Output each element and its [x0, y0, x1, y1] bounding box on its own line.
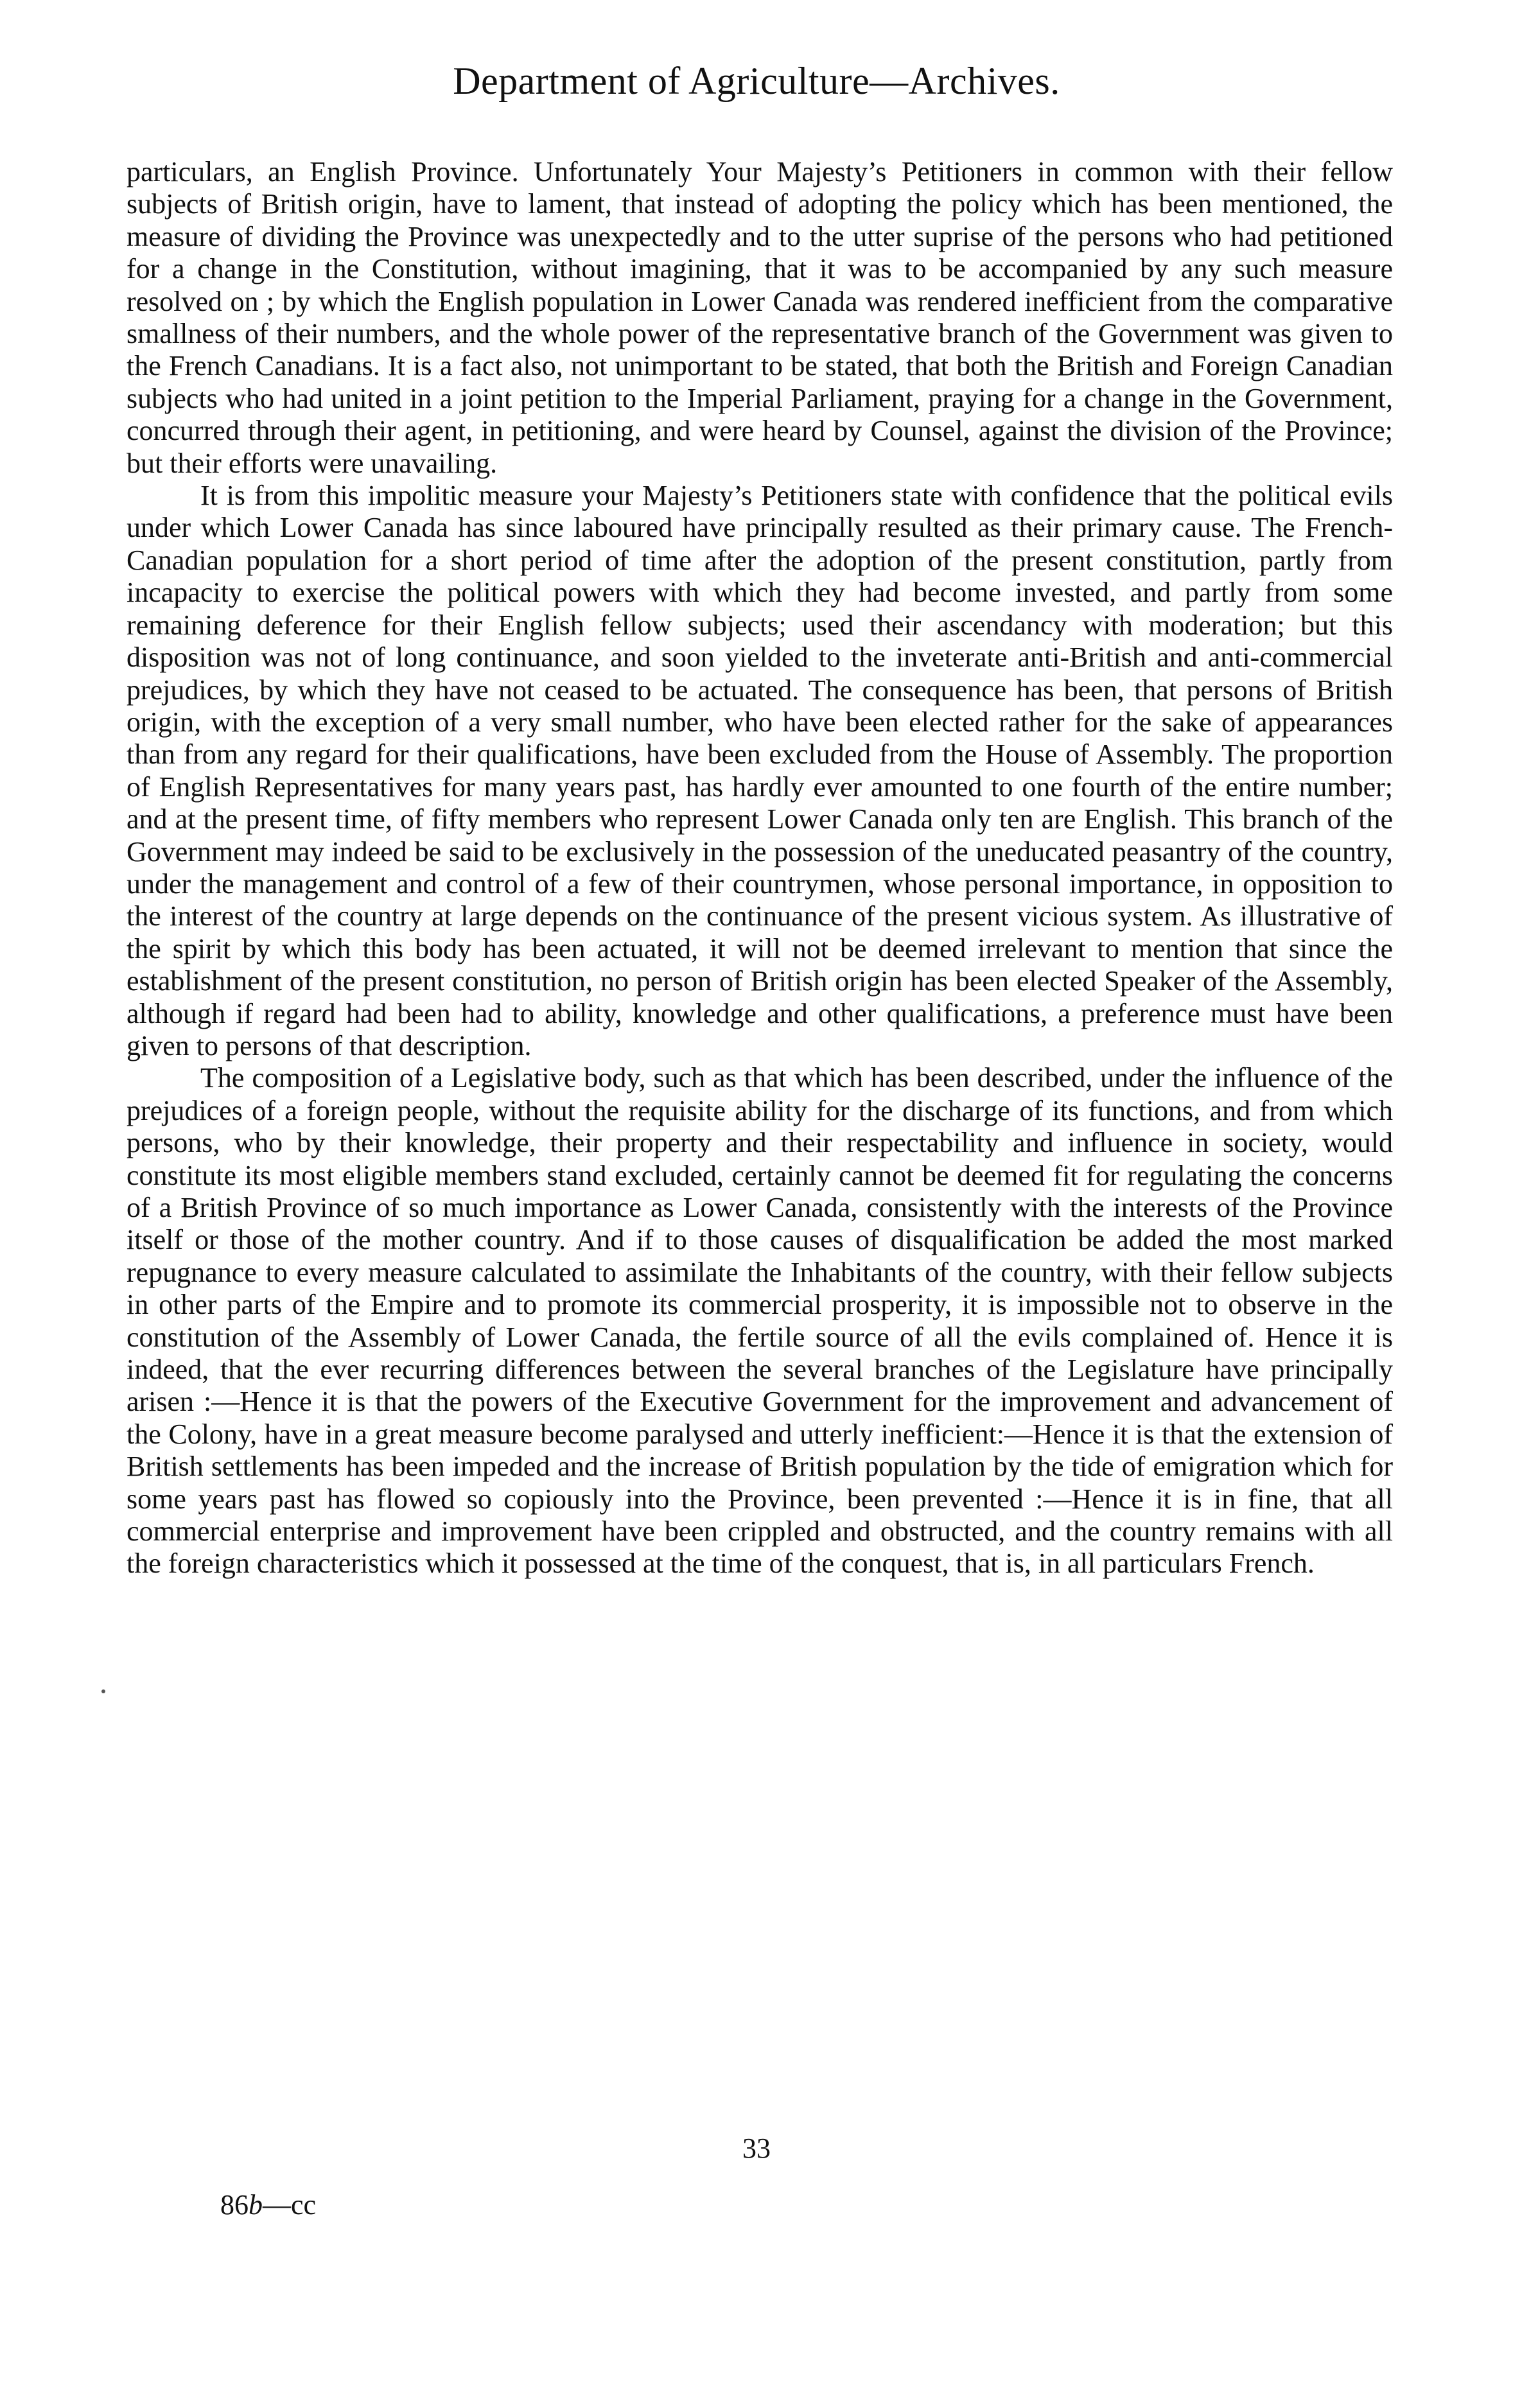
- stray-ink-mark: [101, 1689, 105, 1693]
- paragraph-3: The composition of a Legislative body, such as that which has been described, under the influence of the prejudices of a foreign people, without the requisite ability for the discharge of its functions, and from which persons, who by their knowledge, their property and their respectability and influence in society, would constitute its most eligible members stand excluded, certainly cannot be deemed fit for regulating the concerns of a British Province of so much importance as Lower Canada, consistently with the interests of the Province itself or those of the mother country. And if to those causes of disqualification be added the most marked repugnance to every measure calculated to assimilate the Inhabitants of the country, with their fellow subjects in other parts of the Empire and to promote its commercial prosperity, it is impossible not to observe in the constitution of the Assembly of Lower Canada, the fertile source of all the evils complained of. Hence it is indeed, that the ever recurring differences between the several branches of the Legislature have principally arisen :—Hence it is that the powers of the Executive Government for the improvement and advancement of the Colony, have in a great measure become paralysed and utterly inefficient:—Hence it is that the extension of British settlements has been impeded and the increase of British population by the tide of emigration which for some years past has flowed so copiously into the Province, been prevented :—Hence it is in fine, that all commercial enterprise and improvement have been crippled and obstructed, and the country remains with all the foreign characteristics which it possessed at the time of the conquest, that is, in all particulars French.: [127, 1062, 1393, 1580]
- footer-code: [220, 2188, 316, 2222]
- footer-code-prefix: 86: [220, 2189, 249, 2220]
- body-text: [127, 156, 1393, 1580]
- paragraph-2: It is from this impolitic measure your Majesty’s Petitioners state with confidence that the political evils under which Lower Canada has since laboured have principally resulted as their primary cause. The French-Canadian population for a short period of time after the adoption of the present constitution, partly from incapacity to exercise the political powers with which they had become invested, and partly from some remaining deference for their English fellow subjects; used their ascendancy with moderation; but this disposition was not of long continuance, and soon yielded to the inveterate anti-British and anti-commercial prejudices, by which they have not ceased to be actuated. The consequence has been, that persons of British origin, with the exception of a very small number, who have been elected rather for the sake of appearances than from any regard for their qualifications, have been excluded from the House of Assembly. The proportion of English Representatives for many years past, has hardly ever amounted to one fourth of the entire number; and at the present time, of fifty members who represent Lower Canada only ten are English. This branch of the Government may indeed be said to be exclusively in the possession of the uneducated peasantry of the country, under the management and control of a few of their countrymen, whose personal importance, in opposition to the interest of the country at large depends on the continuance of the present vicious system. As illustrative of the spirit by which this body has been actuated, it will not be deemed irrelevant to mention that since the establishment of the present constitution, no person of British origin has been elected Speaker of the Assembly, although if regard had been had to ability, knowledge and other qualifications, a preference must have been given to persons of that description.: [127, 480, 1393, 1061]
- footer-code-suffix: —cc: [263, 2189, 317, 2220]
- page-header: Department of Agriculture—Archives.: [453, 60, 1060, 102]
- paragraph-1: particulars, an English Province. Unfortunately Your Majesty’s Petitioners in common with their fellow subjects of British origin, have to lament, that instead of adopting the policy which has been mentioned, the measure of dividing the Province was unexpectedly and to the utter suprise of the persons who had petitioned for a change in the Constitution, without imagining, that it was to be accompanied by any such measure resolved on ; by which the English population in Lower Canada was rendered inefficient from the comparative smallness of their numbers, and the whole power of the representative branch of the Government was given to the French Canadians. It is a fact also, not unimportant to be stated, that both the British and Foreign Canadian subjects who had united in a joint petition to the Imperial Parliament, praying for a change in the Government, concurred through their agent, in petitioning, and were heard by Counsel, against the division of the Province; but their efforts were unavailing.: [127, 156, 1393, 479]
- footer-code-italic: b: [249, 2189, 263, 2220]
- page-number: 33: [742, 2133, 771, 2164]
